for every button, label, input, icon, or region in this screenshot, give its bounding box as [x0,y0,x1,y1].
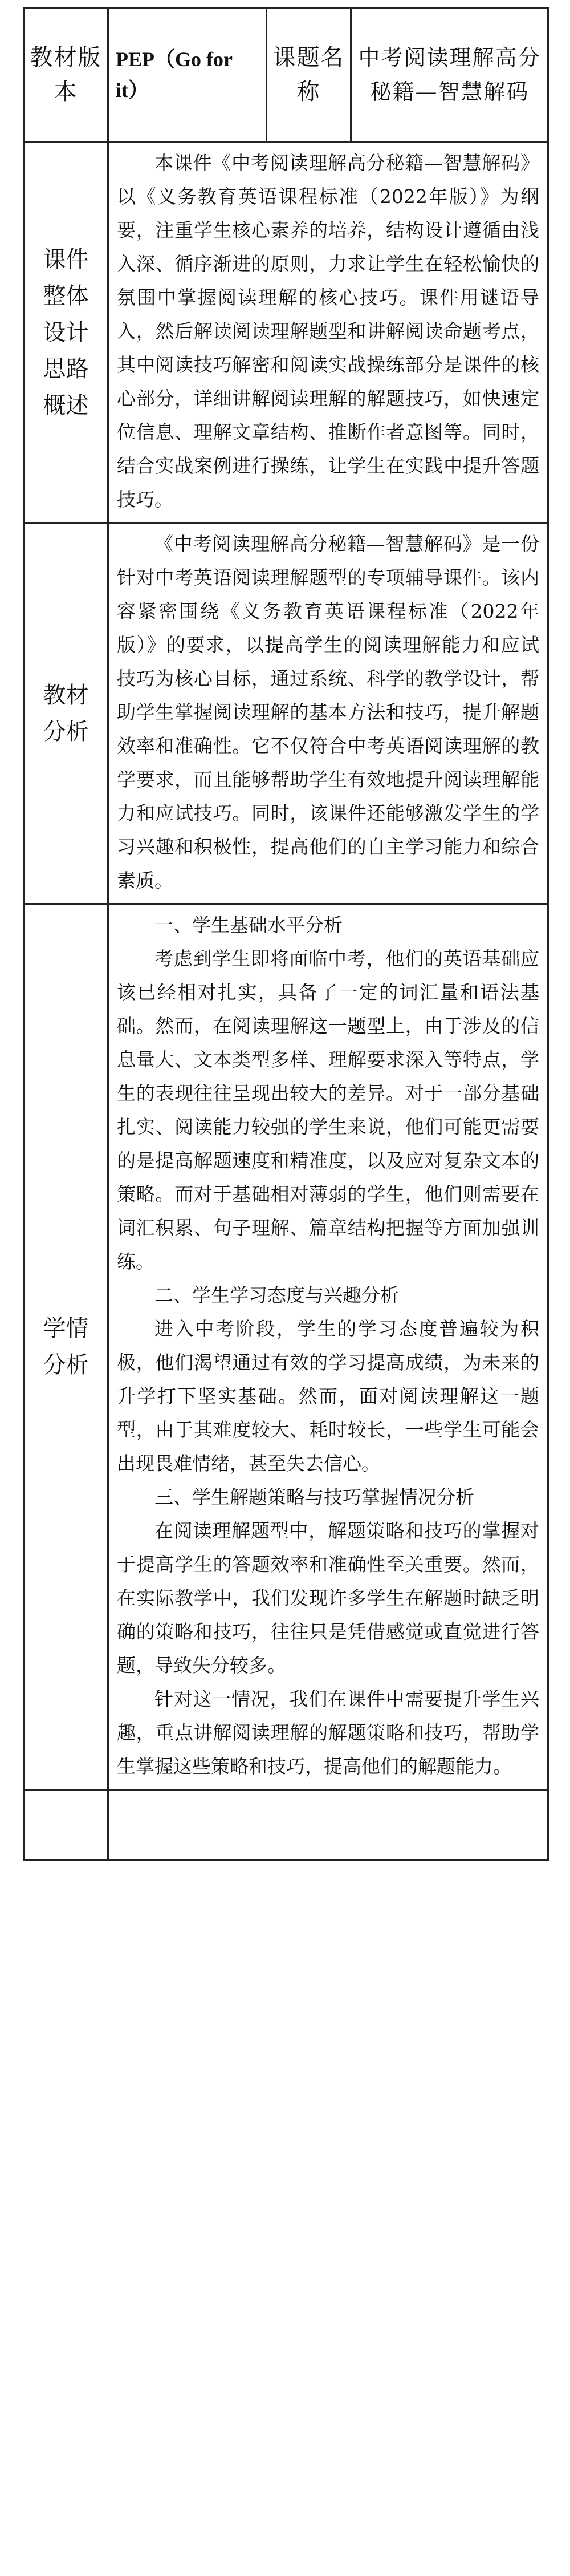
student-analysis-row [24,904,548,1790]
label-line: 思路 [43,355,89,382]
label-line: 整体 [43,282,89,309]
next-row-label [24,1790,108,1860]
label-line: 学情 [43,1315,89,1342]
section-heading: 三、学生解题策略与技巧掌握情况分析 [154,1486,474,1508]
paragraph: 进入中考阶段，学生的学习态度普遍较为积极，他们渴望通过有效的学习提高成绩，为未来的升学打下坚实基础。然而，面对阅读理解这一题型，由于其难度较大、耗时较长，一些学生可能会出现畏难情绪，甚至失去信心。 [117,1318,539,1475]
next-row-content [108,1790,548,1860]
student-analysis-content [108,904,548,1790]
topic-label: 课题名称 [267,8,351,142]
version-label: 教材版本 [24,8,108,142]
section-heading: 一、学生基础水平分析 [154,914,343,936]
design-overview-content [108,142,548,523]
student-analysis-label [24,904,108,1790]
topic-value: 中考阅读理解高分秘籍—智慧解码 [351,8,548,142]
header-row [24,8,548,142]
paragraph: 在阅读理解题型中，解题策略和技巧的掌握对于提高学生的答题效率和准确性至关重要。然而，在实际教学中，我们发现许多学生在解题时缺乏明确的策略和技巧，往往只是凭借感觉或直觉进行答题，导致失分较多。 [117,1520,539,1676]
textbook-analysis-row [24,523,548,904]
label-line: 设计 [43,319,89,346]
label-line: 课件 [43,246,89,273]
paragraph: 考虑到学生即将面临中考，他们的英语基础应该已经相对扎实，具备了一定的词汇量和语法基础。然而，在阅读理解这一题型上，由于涉及的信息量大、文本类型多样、理解要求深入等特点，学生的表现往往呈现出较大的差异。对于一部分基础扎实、阅读能力较强的学生来说，他们可能更需要的是提高解题速度和精准度，以及应对复杂文本的策略。而对于基础相对薄弱的学生，他们则需要在词汇积累、句子理解、篇章结构把握等方面加强训练。 [117,947,539,1273]
paragraph: 本课件《中考阅读理解高分秘籍—智慧解码》以《义务教育英语课程标准（2022年版）》为纲要，注重学生核心素养的培养，结构设计遵循由浅入深、循序渐进的原则，力求让学生在轻松愉快的氛围中掌握阅读理解的核心技巧。课件用谜语导入，然后解读阅读理解题型和讲解阅读命题考点，其中阅读技巧解密和阅读实战操练部分是课件的核心部分，详细讲解阅读理解的解题技巧，如快速定位信息、理解文章结构、推断作者意图等。同时，结合实战案例进行操练，让学生在实践中提升答题技巧。 [117,152,539,511]
textbook-analysis-label [24,523,108,904]
design-overview-label [24,142,108,523]
label-line: 分析 [43,1352,89,1378]
label-line: 分析 [43,718,89,745]
lesson-plan-table [23,7,549,1861]
design-overview-row [24,142,548,523]
label-line: 教材 [43,682,89,708]
section-heading: 二、学生学习态度与兴趣分析 [154,1284,399,1306]
version-value: PEP（Go for it） [108,8,267,142]
next-row [24,1790,548,1860]
paragraph: 针对这一情况，我们在课件中需要提升学生兴趣，重点讲解阅读理解的解题策略和技巧，帮助学生掌握这些策略和技巧，提高他们的解题能力。 [117,1688,539,1777]
textbook-analysis-content [108,523,548,904]
paragraph: 《中考阅读理解高分秘籍—智慧解码》是一份针对中考英语阅读理解题型的专项辅导课件。该内容紧密围绕《义务教育英语课程标准（2022年版）》的要求，以提高学生的阅读理解能力和应试技巧为核心目标，通过系统、科学的教学设计，帮助学生掌握阅读理解的基本方法和技巧，提升解题效率和准确性。它不仅符合中考英语阅读理解的教学要求，而且能够帮助学生有效地提升阅读理解能力和应试技巧。同时，该课件还能够激发学生的学习兴趣和积极性，提高他们的自主学习能力和综合素质。 [117,533,539,892]
label-line: 概述 [43,392,89,419]
